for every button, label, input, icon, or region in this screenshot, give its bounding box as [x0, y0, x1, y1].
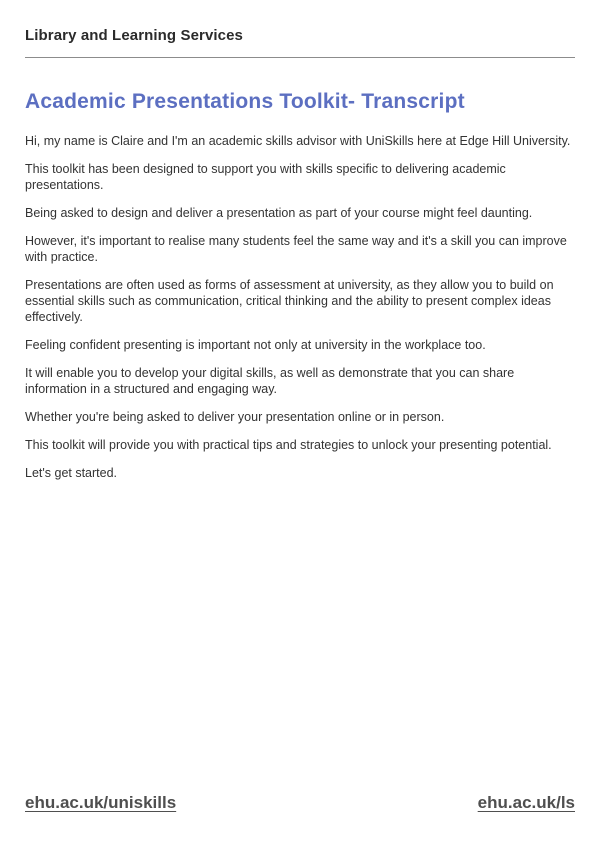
transcript-paragraph: However, it's important to realise many students feel the same way and it's a skill you can improve with practice.	[25, 234, 567, 264]
library-services-link[interactable]: ehu.ac.uk/ls	[477, 793, 575, 812]
document-header	[25, 27, 575, 58]
transcript-paragraph: This toolkit will provide you with practical tips and strategies to unlock your presenting potential.	[25, 438, 552, 452]
transcript-paragraph: Feeling confident presenting is important not only at university in the workplace too.	[25, 338, 486, 352]
header-divider	[25, 57, 575, 58]
transcript-paragraph: Let's get started.	[25, 466, 118, 480]
transcript-paragraph: Whether you're being asked to deliver your presentation online or in person.	[25, 410, 445, 424]
transcript-paragraph: It will enable you to develop your digital skills, as well as demonstrate that you can share information in a structured and engaging way.	[25, 366, 515, 396]
transcript-paragraph: Being asked to design and deliver a presentation as part of your course might feel daunting.	[25, 206, 533, 220]
transcript-paragraph: Presentations are often used as forms of assessment at university, as they allow you to build on essential skills such as communication, critical thinking and the ability to present complex ideas effectively.	[25, 278, 554, 324]
org-name-heading: Library and Learning Services	[25, 27, 243, 44]
transcript-body	[25, 133, 575, 481]
transcript-paragraph: Hi, my name is Claire and I'm an academic skills advisor with UniSkills here at Edge Hill University.	[25, 134, 571, 148]
document-footer	[25, 793, 575, 813]
transcript-paragraph: This toolkit has been designed to support you with skills specific to delivering academic presentations.	[25, 162, 506, 192]
page-title: Academic Presentations Toolkit- Transcript	[25, 90, 465, 113]
uniskills-link[interactable]: ehu.ac.uk/uniskills	[25, 793, 177, 812]
